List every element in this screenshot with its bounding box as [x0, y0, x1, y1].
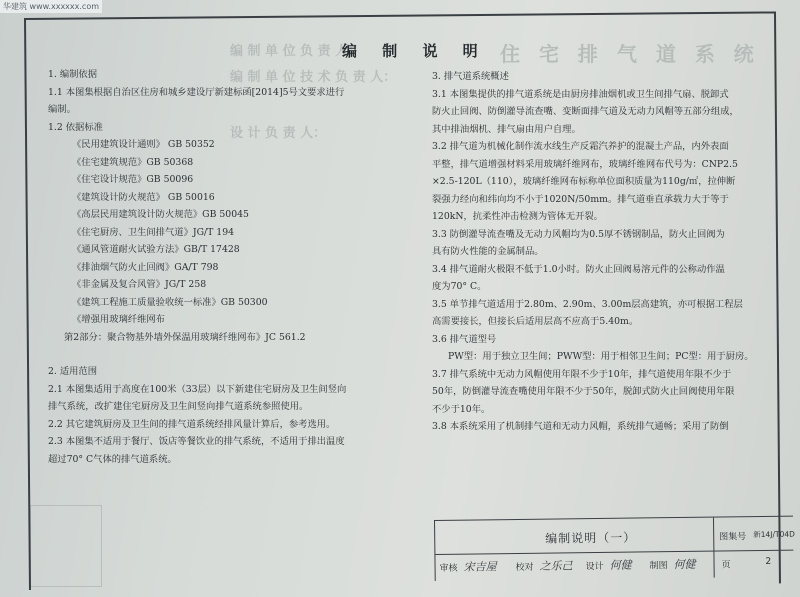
left-text-line: 《建筑设计防火规范》 GB 50016	[72, 191, 215, 203]
title-block	[434, 516, 794, 581]
right-text-line: 度为70° C。	[432, 281, 487, 292]
left-text-line: 《非金属及复合风管》JG/T 258	[72, 279, 207, 290]
left-text-line: 超过70° C气体的排气道系统。	[48, 453, 177, 465]
page-number: 2	[765, 556, 772, 567]
ghost-cover-line-1: 编 制 单 位 负 责 人：	[230, 44, 362, 59]
left-text-line: 《住宅厨房、卫生间排气道》JG/T 194	[72, 226, 235, 238]
right-text-line: 高需要接长，但接长后适用层高不应高于5.40m。	[432, 316, 639, 327]
left-text-line: 2.2 其它建筑厨房及卫生间的排气道系统经排风量计算后，参考选用。	[48, 418, 336, 430]
right-text-line: 其中排油烟机、排气扇由用户自理。	[432, 123, 581, 135]
left-text-line: 《增强用玻璃纤维网布	[72, 314, 165, 325]
drawing-name: 编制说明（一）	[545, 530, 637, 546]
right-text-line: 3. 排气道系统概述	[432, 71, 509, 82]
right-text-line: 3.5 单节排气道适用于2.80m、2.90m、3.00m层高建筑，亦可根据工程层	[432, 298, 743, 310]
right-text-line: 3.3 防倒灌导流查嘴及无动力风帽均为0.5厚不锈钢制品，防火止回阀为	[432, 228, 725, 240]
right-text-line: 裂强力经向和纬向均不小于1020N/50mm。排气道垂直承载力大于等于	[432, 193, 729, 205]
review-signature: 宋吉屋	[463, 560, 497, 574]
right-text-line: 3.4 排气道耐火极限不低于1.0小时。防火止回阀易溶元件的公称动作温	[432, 263, 725, 275]
draw-label: 制图	[649, 561, 668, 572]
right-text-line: PW型：用于独立卫生间；PWW型：用于相邻卫生间；PC型：用于厨房。	[448, 351, 754, 362]
review-label: 审核	[439, 563, 458, 574]
design-signature: 何健	[609, 558, 632, 572]
left-text-line: 《通风管道耐火试验方法》GB/T 17428	[72, 244, 240, 255]
left-text-line	[48, 346, 346, 363]
left-text-line: 2. 适用范围	[48, 366, 98, 377]
right-text-line: 具有防火性能的金属制品。	[432, 246, 544, 257]
left-text-line: 《高层民用建筑设计防火规范》GB 50045	[72, 209, 249, 220]
left-text-line: 1. 编制依据	[48, 69, 98, 80]
left-text-line: 《住宅设计规范》GB 50096	[72, 174, 194, 185]
right-text-line: 3.6 排气道型号	[432, 333, 497, 345]
right-text-line: 防火止回阀、防倒灌导流查嘴、变断面排气道及无动力风帽等五部分组成，	[432, 106, 739, 117]
design-label: 设计	[585, 561, 604, 573]
right-column	[432, 68, 754, 436]
title-block-rule	[435, 550, 793, 555]
ghost-cover-line-2: 编 制 单 位 技 术 负 责 人：	[230, 70, 397, 85]
atlas-label: 图集号	[719, 532, 747, 543]
ghost-cover-line-3: 设 计 负 责 人：	[230, 126, 327, 141]
left-text-line: 《住宅建筑规范》GB 50368	[72, 156, 194, 168]
left-text-line: 2.3 本图集不适用于餐厅、饭店等餐饮业的排气系统，不适用于排出温度	[48, 436, 345, 447]
right-text-line: 120kN，抗柔性冲击检测为管体无开裂。	[432, 211, 603, 222]
left-text-line: 《排油烟气防火止回阀》GA/T 798	[72, 261, 219, 273]
page-label: 页	[721, 560, 731, 571]
right-text-line: 3.1 本图集提供的排气道系统是由厨房排油烟机或卫生间排气扇、脱卸式	[432, 88, 729, 100]
left-column	[48, 66, 346, 468]
right-text-line: 3.7 排气系统中无动力风帽使用年限不少于10年，排气道使用年限不少于	[432, 368, 732, 380]
right-text-line: 平整，排气道增强材料采用玻璃纤维网布，玻璃纤维网布代号为：CNP2.5	[432, 158, 738, 170]
site-watermark: 华建筑 www.xxxxxx.com	[0, 0, 102, 13]
right-text-line: ×2.5-120L（110），玻璃纤维网布标称单位面积质量为110g/㎡，拉伸断	[432, 176, 736, 187]
title-block-divider	[713, 518, 715, 578]
right-text-line: 3.2 排气道为机械化制作流水线生产反霜汽养护的混凝土产品，内外表面	[432, 141, 729, 152]
right-text-line: 3.8 本系统采用了机制排气道和无动力风帽，系统排气通畅；采用了防倒	[432, 421, 729, 432]
atlas-number: 新14J/T04D	[753, 529, 795, 540]
check-label: 校对	[515, 562, 534, 574]
left-text-line: 第2部分：聚合物基外墙外保温用玻璃纤维网布》JC 561.2	[64, 331, 306, 343]
page-title: 编 制 说 明	[342, 42, 488, 60]
draw-signature: 何健	[673, 557, 696, 572]
left-text-line: 《民用建筑设计通则》 GB 50352	[72, 139, 215, 150]
right-text-line: 不少于10年。	[432, 403, 491, 415]
left-text-line: 排气系统，改扩建住宅厨房及卫生间竖向排气道系统参照使用。	[48, 401, 309, 412]
right-text-line: 50年，防倒灌导流查嘴使用年限不少于50年，脱卸式防火止回阀使用年限	[432, 386, 735, 397]
left-text-line: 《建筑工程施工质量验收统一标准》GB 50300	[72, 296, 268, 308]
check-signature: 之乐己	[539, 559, 573, 573]
left-text-line: 1.1 本图集根据自治区住房和城乡建设厅新建标函[2014]5号文要求进行	[48, 86, 345, 98]
left-text-line: 编制。	[48, 104, 76, 115]
ghost-cover-title: 住 宅 排 气 道 系 统	[500, 42, 760, 66]
left-text-line: 1.2 依据标准	[48, 121, 103, 133]
left-text-line: 2.1 本图集适用于高度在100米（33层）以下新建住宅厨房及卫生间竖向	[48, 383, 347, 395]
